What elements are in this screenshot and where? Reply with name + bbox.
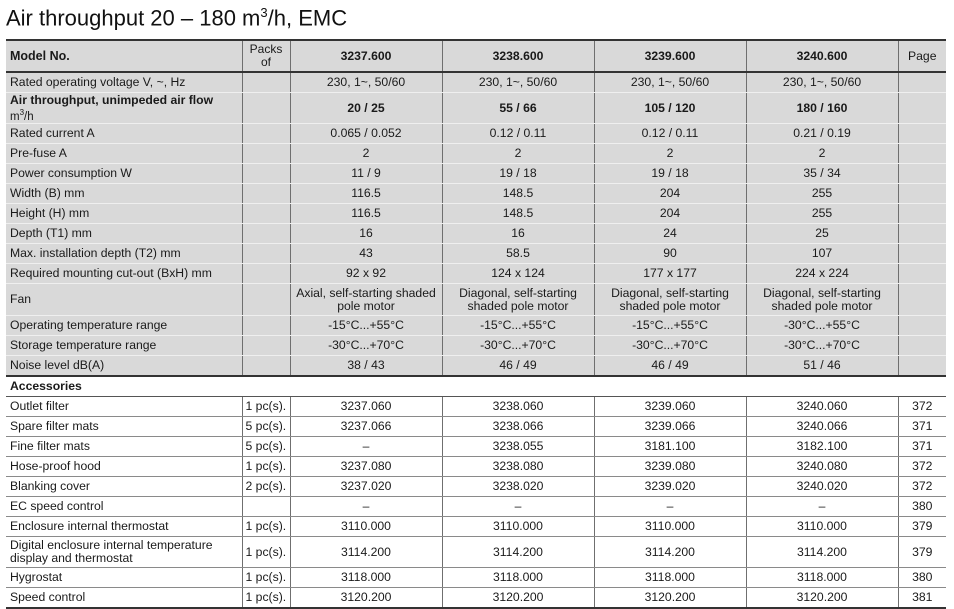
page-number: 371 [898, 417, 946, 437]
model-column-header: 3237.600 [290, 40, 442, 72]
accessory-row [6, 477, 946, 497]
spec-label: Operating temperature range [6, 316, 242, 336]
spec-label: Storage temperature range [6, 336, 242, 356]
model-number: 3120.200 [290, 588, 442, 609]
model-number: 3237.060 [290, 397, 442, 417]
accessory-row [6, 397, 946, 417]
model-number: 3240.080 [746, 457, 898, 477]
page-number: 380 [898, 497, 946, 517]
accessory-label: Enclosure internal thermostat [6, 517, 242, 537]
accessory-label: Blanking cover [6, 477, 242, 497]
spec-row [6, 93, 946, 124]
spec-value: 0.12 / 0.11 [594, 124, 746, 144]
spec-value: 11 / 9 [290, 164, 442, 184]
spec-value: 35 / 34 [746, 164, 898, 184]
spec-value: Diagonal, self-starting shaded pole motor [746, 284, 898, 316]
spec-value: 107 [746, 244, 898, 264]
packs-value: 1 pc(s). [242, 568, 290, 588]
spec-value: 177 x 177 [594, 264, 746, 284]
model-number: 3110.000 [442, 517, 594, 537]
spec-value: 2 [594, 144, 746, 164]
page-cell [898, 204, 946, 224]
packs-cell [242, 316, 290, 336]
spec-row [6, 336, 946, 356]
model-number: 3238.055 [442, 437, 594, 457]
spec-value: 224 x 224 [746, 264, 898, 284]
header-row [6, 40, 946, 72]
page-title [6, 5, 347, 31]
spec-value: Diagonal, self-starting shaded pole motor [594, 284, 746, 316]
spec-value: 148.5 [442, 184, 594, 204]
spec-value: 230, 1~, 50/60 [746, 72, 898, 93]
spec-value: -30°C...+55°C [746, 316, 898, 336]
accessory-row [6, 437, 946, 457]
spec-value: 19 / 18 [442, 164, 594, 184]
spec-value: 25 [746, 224, 898, 244]
page-cell [898, 284, 946, 316]
model-number: 3240.060 [746, 397, 898, 417]
spec-value: -30°C...+70°C [594, 336, 746, 356]
spec-label-unit: $m^3/h$ [10, 107, 34, 123]
spec-value: 20 / 25 [290, 93, 442, 124]
page-cell [898, 164, 946, 184]
spec-value: 2 [290, 144, 442, 164]
spec-value: 51 / 46 [746, 356, 898, 377]
page-number: 372 [898, 457, 946, 477]
model-number: 3238.066 [442, 417, 594, 437]
model-number: 3114.200 [594, 537, 746, 568]
spec-value: 230, 1~, 50/60 [442, 72, 594, 93]
spec-value: 204 [594, 204, 746, 224]
spec-value: Axial, self-starting shaded pole motor [290, 284, 442, 316]
spec-row [6, 124, 946, 144]
accessory-row [6, 457, 946, 477]
spec-value: 38 / 43 [290, 356, 442, 377]
spec-value: -30°C...+70°C [442, 336, 594, 356]
page-cell [898, 336, 946, 356]
spec-value: 230, 1~, 50/60 [290, 72, 442, 93]
title-text: Air throughput 20 – 180 m [6, 5, 261, 31]
packs-cell [242, 284, 290, 316]
model-column-header: 3239.600 [594, 40, 746, 72]
page-cell [898, 356, 946, 377]
spec-value: Diagonal, self-starting shaded pole motor [442, 284, 594, 316]
spec-value: 92 x 92 [290, 264, 442, 284]
packs-value: 1 pc(s). [242, 588, 290, 609]
model-number: 3181.100 [594, 437, 746, 457]
spec-label: Max. installation depth (T2) mm [6, 244, 242, 264]
accessory-row [6, 497, 946, 517]
spec-value: 0.21 / 0.19 [746, 124, 898, 144]
spec-row [6, 164, 946, 184]
accessory-row [6, 568, 946, 588]
model-number: 3238.080 [442, 457, 594, 477]
spec-label: Rated operating voltage V, ~, Hz [6, 72, 242, 93]
spec-value: 55 / 66 [442, 93, 594, 124]
accessory-row [6, 517, 946, 537]
spec-value: 0.065 / 0.052 [290, 124, 442, 144]
page-cell [898, 124, 946, 144]
accessory-label: Outlet filter [6, 397, 242, 417]
spec-value: -15°C...+55°C [290, 316, 442, 336]
title-superscript: 3 [260, 5, 268, 20]
accessory-label: Hygrostat [6, 568, 242, 588]
spec-label: Power consumption W [6, 164, 242, 184]
spec-value: 116.5 [290, 184, 442, 204]
spec-value: 124 x 124 [442, 264, 594, 284]
model-number: 3114.200 [746, 537, 898, 568]
spec-row [6, 264, 946, 284]
page-cell [898, 264, 946, 284]
model-number: – [746, 497, 898, 517]
spec-value: 16 [290, 224, 442, 244]
spec-row [6, 204, 946, 224]
spec-value: 230, 1~, 50/60 [594, 72, 746, 93]
packs-cell [242, 164, 290, 184]
page-number: 371 [898, 437, 946, 457]
model-number: – [290, 437, 442, 457]
spec-label: Noise level dB(A) [6, 356, 242, 377]
packs-header: Packs of [242, 40, 290, 72]
page-cell [898, 93, 946, 124]
model-number: 3239.060 [594, 397, 746, 417]
packs-value: 5 pc(s). [242, 417, 290, 437]
accessory-label: Spare filter mats [6, 417, 242, 437]
spec-label: Rated current A [6, 124, 242, 144]
page-number: 372 [898, 397, 946, 417]
model-number: 3239.020 [594, 477, 746, 497]
spec-value: -30°C...+70°C [746, 336, 898, 356]
spec-row [6, 356, 946, 377]
accessory-row [6, 537, 946, 568]
spec-value: 58.5 [442, 244, 594, 264]
spec-value: 255 [746, 204, 898, 224]
spec-label: Required mounting cut-out (BxH) mm [6, 264, 242, 284]
spec-value: 105 / 120 [594, 93, 746, 124]
model-number: – [290, 497, 442, 517]
model-number: 3120.200 [442, 588, 594, 609]
packs-cell [242, 184, 290, 204]
spec-label: Depth (T1) mm [6, 224, 242, 244]
packs-cell [242, 356, 290, 377]
model-column-header: 3240.600 [746, 40, 898, 72]
spec-value: 180 / 160 [746, 93, 898, 124]
model-number: 3120.200 [594, 588, 746, 609]
model-number: 3182.100 [746, 437, 898, 457]
spec-value: 16 [442, 224, 594, 244]
accessory-label: Fine filter mats [6, 437, 242, 457]
spec-row [6, 284, 946, 316]
page-number: 379 [898, 517, 946, 537]
model-number: 3110.000 [594, 517, 746, 537]
spec-value: -30°C...+70°C [290, 336, 442, 356]
spec-row [6, 72, 946, 93]
spec-value: 0.12 / 0.11 [442, 124, 594, 144]
spec-label: Fan [6, 284, 242, 316]
model-number: 3110.000 [746, 517, 898, 537]
accessory-label: Speed control [6, 588, 242, 609]
technical-data [6, 72, 946, 376]
spec-value: -15°C...+55°C [442, 316, 594, 336]
model-number: 3240.066 [746, 417, 898, 437]
spec-row [6, 224, 946, 244]
spec-value: 46 / 49 [442, 356, 594, 377]
spec-label [6, 93, 242, 124]
spec-value: 19 / 18 [594, 164, 746, 184]
packs-cell [242, 224, 290, 244]
model-number: 3110.000 [290, 517, 442, 537]
accessory-row [6, 417, 946, 437]
accessories-data [6, 376, 946, 608]
model-number: – [442, 497, 594, 517]
model-number: 3239.080 [594, 457, 746, 477]
model-number: 3239.066 [594, 417, 746, 437]
packs-cell [242, 336, 290, 356]
accessory-label: Hose-proof hood [6, 457, 242, 477]
packs-value: 1 pc(s). [242, 457, 290, 477]
packs-value: 1 pc(s). [242, 517, 290, 537]
page-number: 379 [898, 537, 946, 568]
spec-value: 2 [442, 144, 594, 164]
model-number: 3114.200 [290, 537, 442, 568]
spec-value: 116.5 [290, 204, 442, 224]
packs-cell [242, 144, 290, 164]
spec-value: 204 [594, 184, 746, 204]
packs-cell [242, 72, 290, 93]
model-number: 3114.200 [442, 537, 594, 568]
model-number: 3118.000 [442, 568, 594, 588]
spec-label-main: Air throughput, unimpeded air flow [10, 92, 214, 107]
model-number: 3237.080 [290, 457, 442, 477]
spec-row [6, 144, 946, 164]
packs-value: 1 pc(s). [242, 397, 290, 417]
spec-value: 24 [594, 224, 746, 244]
accessory-label: EC speed control [6, 497, 242, 517]
packs-cell [242, 204, 290, 224]
packs-value: 5 pc(s). [242, 437, 290, 457]
model-number: – [594, 497, 746, 517]
model-number: 3237.066 [290, 417, 442, 437]
spec-value: 43 [290, 244, 442, 264]
spec-label: Pre-fuse A [6, 144, 242, 164]
model-header: Model No. [6, 40, 242, 72]
page-cell [898, 72, 946, 93]
page-header: Page [898, 40, 946, 72]
packs-value [242, 497, 290, 517]
page-cell [898, 316, 946, 336]
packs-cell [242, 264, 290, 284]
model-number: 3238.060 [442, 397, 594, 417]
spec-value: 148.5 [442, 204, 594, 224]
model-number: 3240.020 [746, 477, 898, 497]
model-number: 3118.000 [746, 568, 898, 588]
page-number: 381 [898, 588, 946, 609]
spec-label: Height (H) mm [6, 204, 242, 224]
spec-table [6, 39, 946, 609]
spec-value: -15°C...+55°C [594, 316, 746, 336]
model-number: 3238.020 [442, 477, 594, 497]
accessory-label: Digital enclosure internal temperature display and thermostat [6, 537, 242, 568]
model-column-header: 3238.600 [442, 40, 594, 72]
packs-cell [242, 244, 290, 264]
page-cell [898, 184, 946, 204]
packs-value: 1 pc(s). [242, 537, 290, 568]
spec-value: 2 [746, 144, 898, 164]
page-cell [898, 224, 946, 244]
accessory-row [6, 588, 946, 609]
spec-value: 255 [746, 184, 898, 204]
accessories-heading: Accessories [6, 376, 946, 397]
model-number: 3118.000 [290, 568, 442, 588]
model-number: 3120.200 [746, 588, 898, 609]
packs-value: 2 pc(s). [242, 477, 290, 497]
page-number: 372 [898, 477, 946, 497]
page-cell [898, 244, 946, 264]
page-cell [898, 144, 946, 164]
spec-row [6, 316, 946, 336]
spec-row [6, 184, 946, 204]
spec-value: 46 / 49 [594, 356, 746, 377]
model-number: 3118.000 [594, 568, 746, 588]
spec-row [6, 244, 946, 264]
packs-cell [242, 124, 290, 144]
model-number: 3237.020 [290, 477, 442, 497]
spec-value: 90 [594, 244, 746, 264]
title-suffix: /h, EMC [267, 5, 348, 31]
accessories-heading-row [6, 376, 946, 397]
page-number: 380 [898, 568, 946, 588]
spec-label: Width (B) mm [6, 184, 242, 204]
packs-cell [242, 93, 290, 124]
